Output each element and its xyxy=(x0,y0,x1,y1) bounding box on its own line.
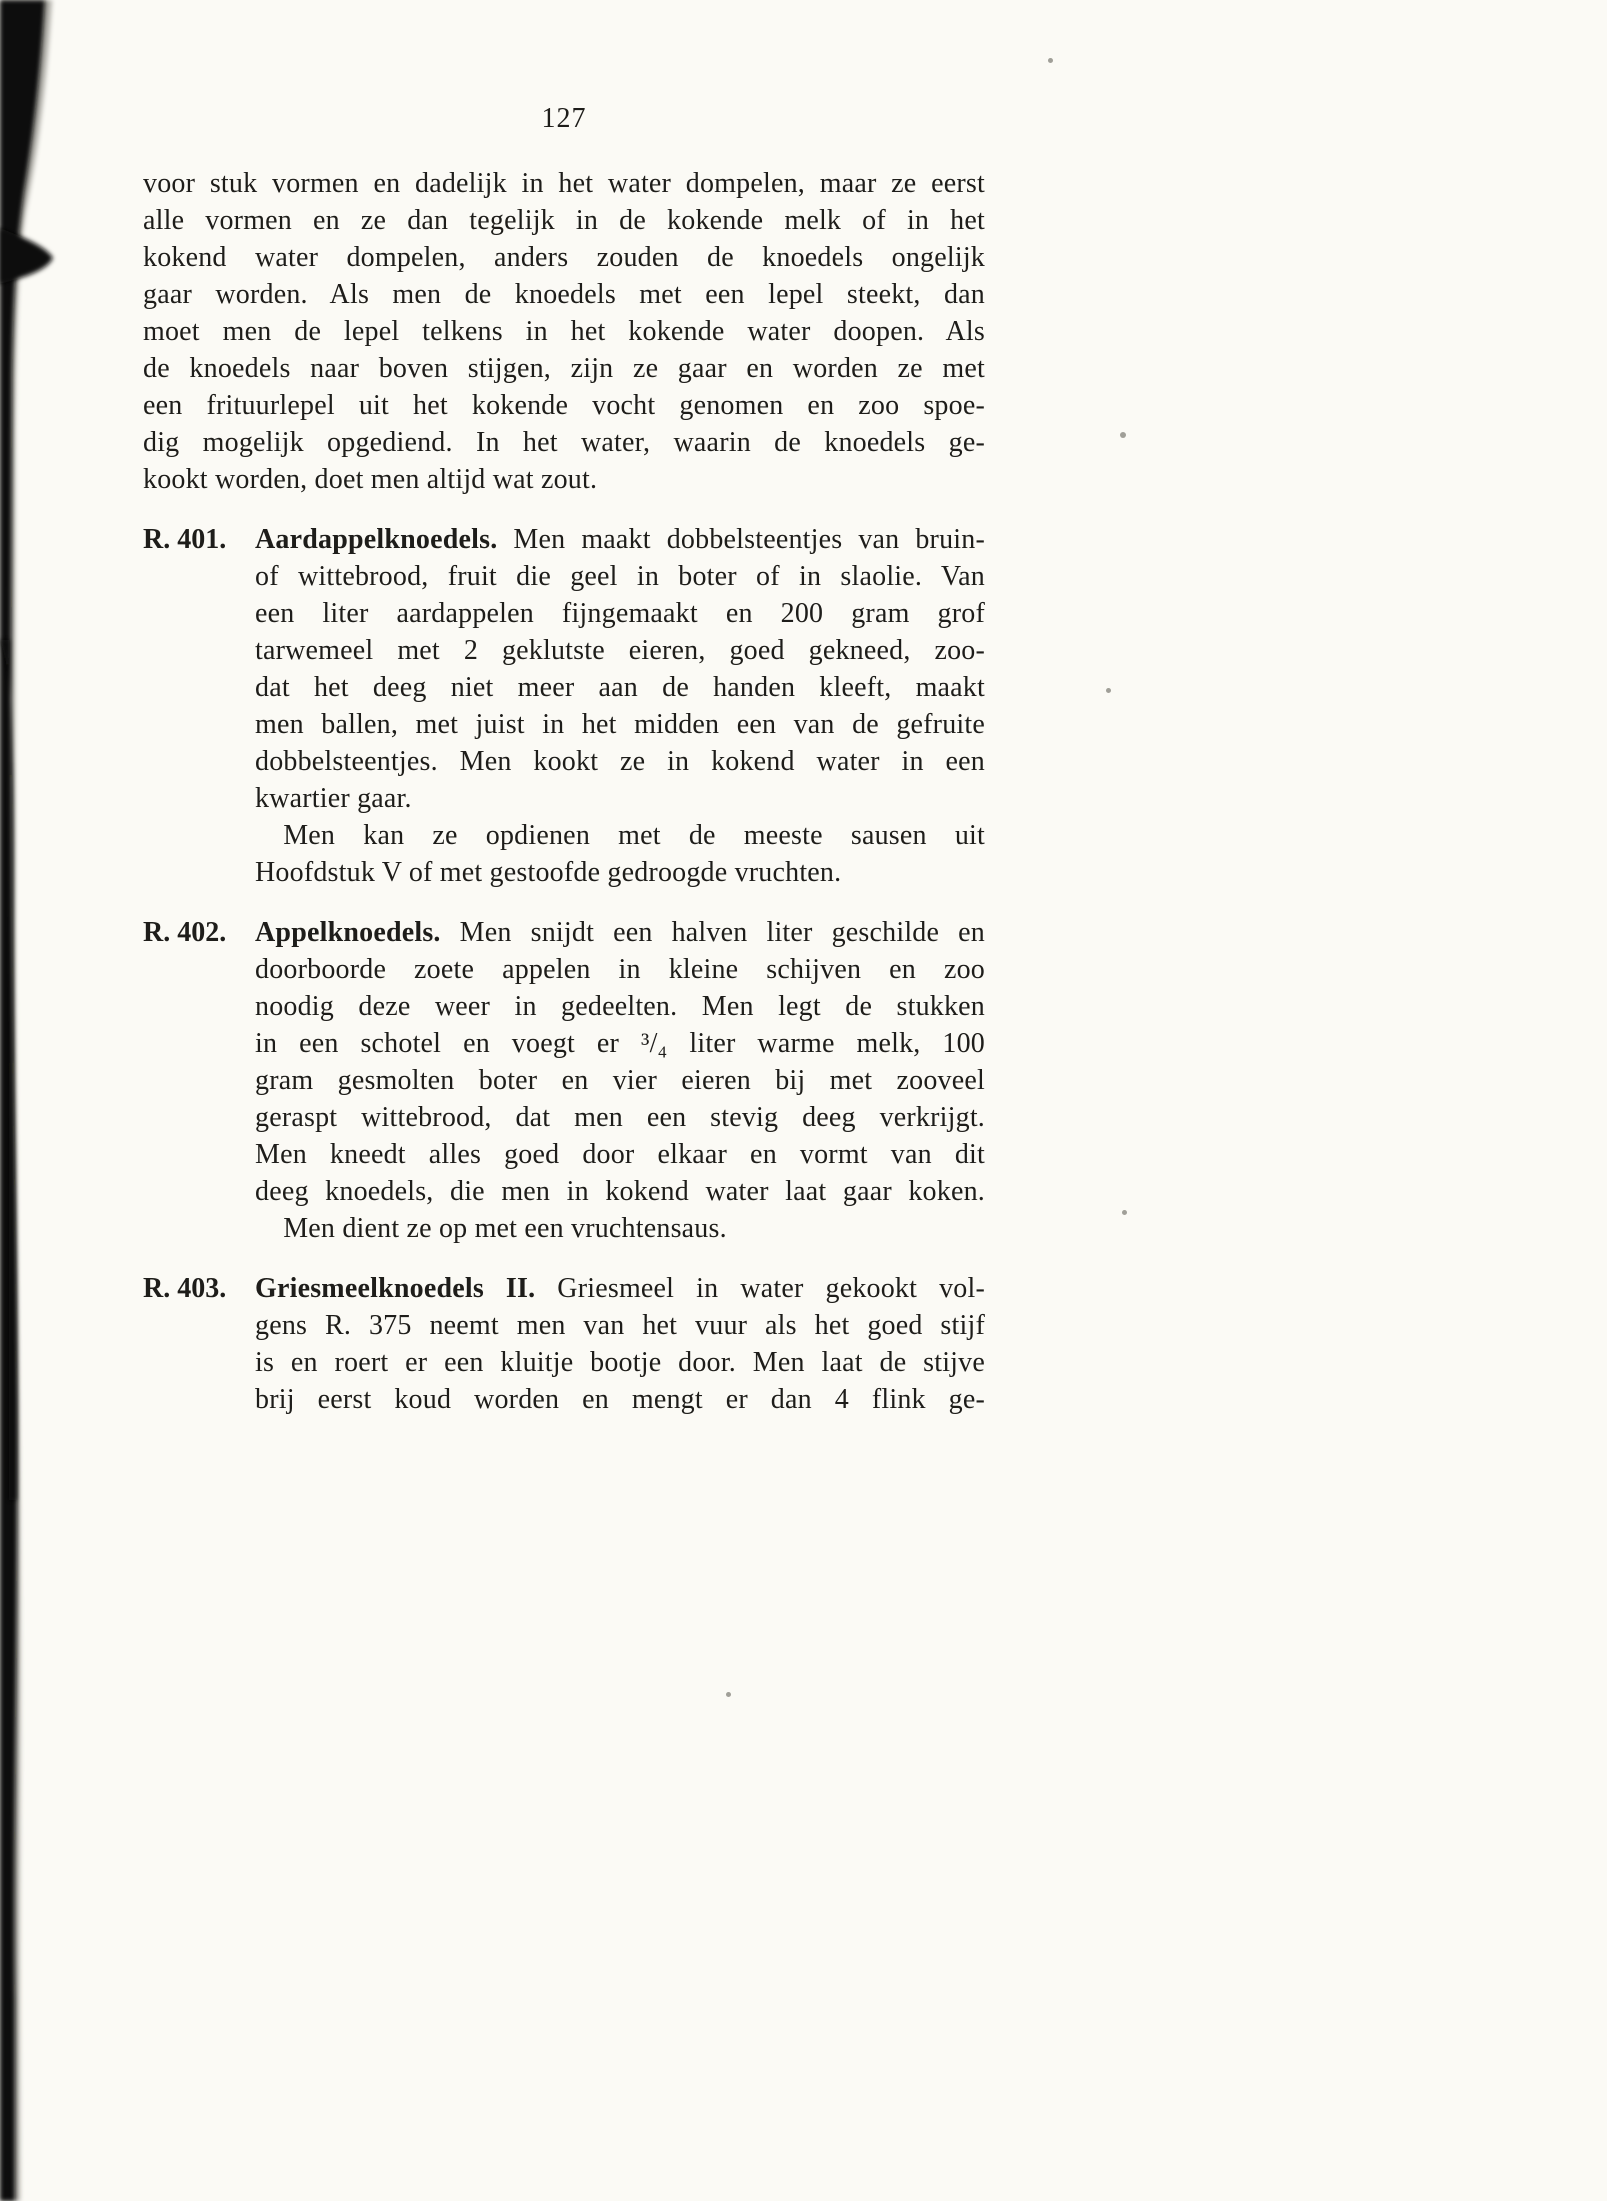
recipes xyxy=(143,521,985,1418)
text-line: kwartier gaar. xyxy=(255,783,412,814)
text-line: dig mogelijk opgediend. In het water, waarin de knoedels ge- xyxy=(143,427,985,458)
recipe-number: R. 402. xyxy=(143,917,227,948)
text-line: dat het deeg niet meer aan de handen kleeft, maakt xyxy=(255,672,985,703)
text-line: Hoofdstuk V of met gestoofde gedroogde vruchten. xyxy=(255,857,842,888)
text-line: de knoedels naar boven stijgen, zijn ze gaar en worden ze met xyxy=(143,353,985,384)
text-line: noodig deze weer in gedeelten. Men legt de stukken xyxy=(255,991,985,1022)
recipe-number: R. 403. xyxy=(143,1273,227,1304)
text-line: gram gesmolten boter en vier eieren bij met zooveel xyxy=(255,1065,985,1096)
text-line: gens R. 375 neemt men van het vuur als het goed stijf xyxy=(255,1310,985,1341)
text-line: doorboorde zoete appelen in kleine schijven en zoo xyxy=(255,954,985,985)
text-line: brij eerst koud worden en mengt er dan 4 flink ge- xyxy=(255,1384,985,1415)
recipe-number: R. 401. xyxy=(143,524,227,555)
text-line: tarwemeel met 2 geklutste eieren, goed gekneed, zoo- xyxy=(255,635,985,666)
binding-shadow xyxy=(0,0,80,2201)
text-line: men ballen, met juist in het midden een van de gefruite xyxy=(255,709,985,740)
scan-speck xyxy=(1106,688,1111,693)
text-line: moet men de lepel telkens in het kokende water doopen. Als xyxy=(143,316,985,347)
text-line: is en roert er een kluitje bootje door. Men laat de stijve xyxy=(255,1347,985,1378)
scan-speck xyxy=(1120,432,1126,438)
text-line: voor stuk vormen en dadelijk in het water dompelen, maar ze eerst xyxy=(143,168,985,199)
text-line: een frituurlepel uit het kokende vocht genomen en zoo spoe- xyxy=(143,390,985,421)
text-line: Men dient ze op met een vruchtensaus. xyxy=(255,1213,727,1244)
recipe-entry xyxy=(143,1270,985,1418)
recipe-first-line: Griesmeelknoedels II. Griesmeel in water gekookt vol- xyxy=(255,1273,986,1304)
scan-speck xyxy=(1122,1210,1127,1215)
text-line: een liter aardappelen fijngemaakt en 200 gram grof xyxy=(255,598,985,629)
scan-speck xyxy=(1048,58,1053,63)
text-line: Men kneedt alles goed door elkaar en vormt van dit xyxy=(255,1139,985,1170)
recipe-title: Appelknoedels. xyxy=(255,917,441,948)
scan-speck xyxy=(726,1692,731,1697)
text-line: kokend water dompelen, anders zouden de knoedels ongelijk xyxy=(143,242,985,273)
recipe-entry xyxy=(143,521,985,891)
text-line: alle vormen en ze dan tegelijk in de kokende melk of in het xyxy=(143,205,985,236)
recipe-first-line: Appelknoedels. Men snijdt een halven liter geschilde en xyxy=(255,917,985,948)
recipe-title: Aardappelknoedels. xyxy=(255,524,498,555)
intro-paragraph xyxy=(143,165,985,498)
text-line: kookt worden, doet men altijd wat zout. xyxy=(143,464,598,495)
page-number: 127 xyxy=(541,103,587,134)
recipe-entry xyxy=(143,914,985,1247)
text-line: deeg knoedels, die men in kokend water laat gaar koken. xyxy=(255,1176,985,1207)
recipe-first-line: Aardappelknoedels. Men maakt dobbelsteentjes van bruin- xyxy=(255,524,985,555)
page-content xyxy=(143,0,985,1418)
text-line: dobbelsteentjes. Men kookt ze in kokend water in een xyxy=(255,746,985,777)
text-line: Men kan ze opdienen met de meeste sausen uit xyxy=(255,820,985,851)
text-line: geraspt wittebrood, dat men een stevig deeg verkrijgt. xyxy=(255,1102,985,1133)
text-line: of wittebrood, fruit die geel in boter of in slaolie. Van xyxy=(255,561,985,592)
recipe-title: Griesmeelknoedels II. xyxy=(255,1273,536,1304)
text-line: in een schotel en voegt er ³/₄ liter warme melk, 100 xyxy=(255,1028,985,1059)
text-line: gaar worden. Als men de knoedels met een lepel steekt, dan xyxy=(143,279,985,310)
